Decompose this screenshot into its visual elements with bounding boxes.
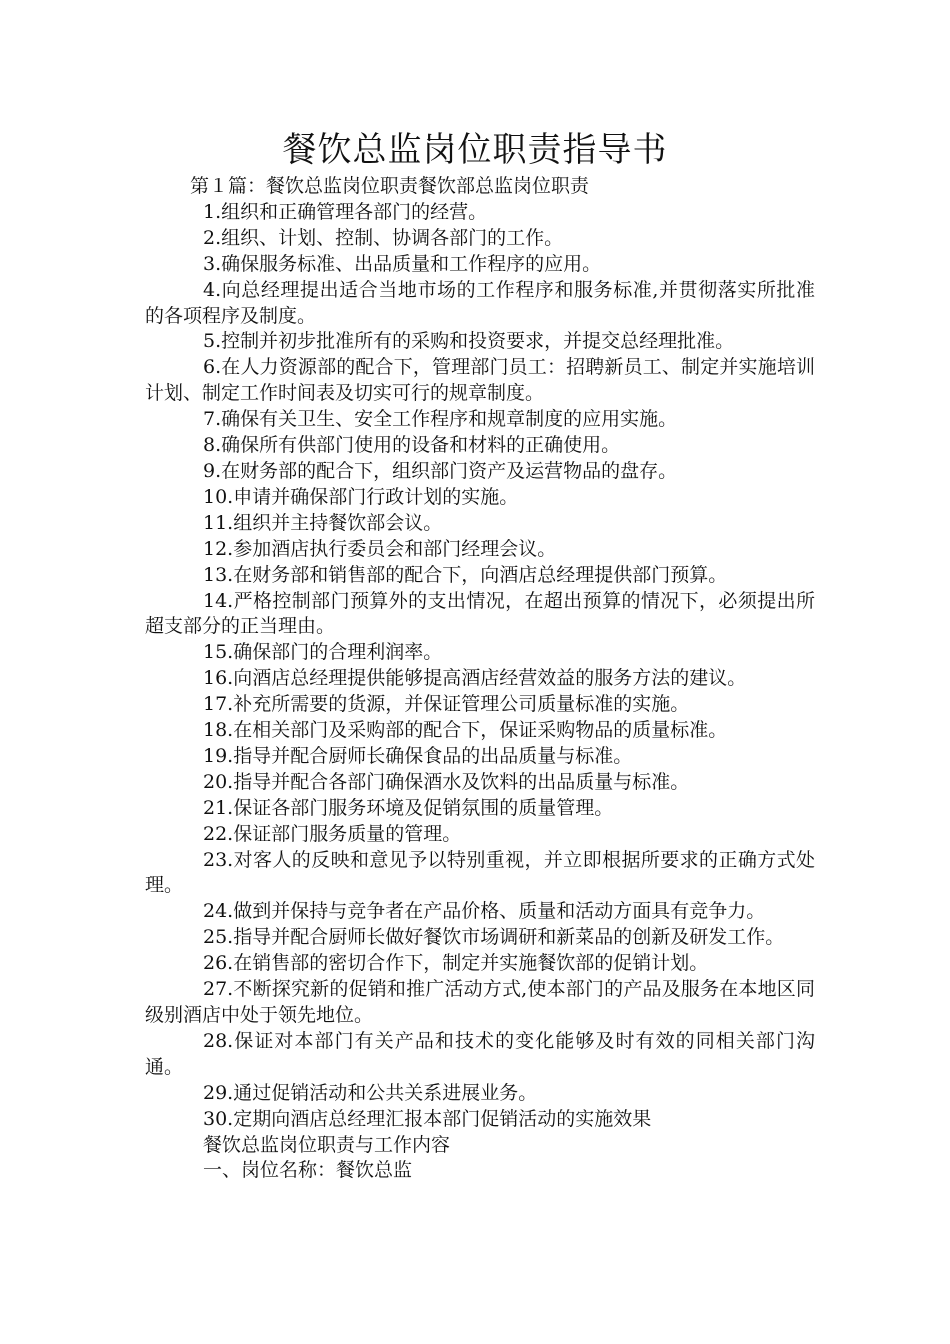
- list-item: 14.严格控制部门预算外的支出情况，在超出预算的情况下，必须提出所超支部分的正当理由。: [145, 589, 815, 638]
- list-item: 20.指导并配合各部门确保酒水及饮料的出品质量与标准。: [203, 770, 690, 793]
- list-item: 27.不断探究新的促销和推广活动方式,使本部门的产品及服务在本地区同级别酒店中处于领先地位。: [145, 978, 815, 1026]
- list-item: 7.确保有关卫生、安全工作程序和规章制度的应用实施。: [203, 408, 678, 431]
- list-item: 6.在人力资源部的配合下，管理部门员工：招聘新员工、制定并实施培训计划、制定工作时间表及切实可行的规章制度。: [145, 356, 815, 405]
- list-item: 9.在财务部的配合下，组织部门资产及运营物品的盘存。: [203, 459, 678, 482]
- list-item: 4.向总经理提出适合当地市场的工作程序和服务标准,并贯彻落实所批准的各项程序及制度。: [145, 278, 815, 327]
- list-item: 26.在销售部的密切合作下，制定并实施餐饮部的促销计划。: [203, 952, 709, 975]
- document-title: 餐饮总监岗位职责指导书: [282, 130, 668, 170]
- document-body: [145, 174, 815, 1184]
- list-item: 17.补充所需要的货源，并保证管理公司质量标准的实施。: [203, 693, 690, 716]
- list-item: 28.保证对本部门有关产品和技术的变化能够及时有效的同相关部门沟通。: [145, 1029, 815, 1078]
- list-item: 15.确保部门的合理利润率。: [203, 641, 443, 664]
- list-item: 5.控制并初步批准所有的采购和投资要求，并提交总经理批准。: [203, 330, 735, 353]
- list-item: 16.向酒店总经理提供能够提高酒店经营效益的服务方法的建议。: [203, 667, 747, 690]
- list-item: 21.保证各部门服务环境及促销氛围的质量管理。: [203, 796, 614, 819]
- list-item: 11.组织并主持餐饮部会议。: [203, 511, 443, 534]
- section-heading: 餐饮总监岗位职责与工作内容: [203, 1133, 451, 1156]
- list-item: 1.组织和正确管理各部门的经营。: [203, 200, 488, 223]
- list-item: 22.保证部门服务质量的管理。: [203, 822, 462, 845]
- section-heading: 一、岗位名称：餐饮总监: [203, 1159, 413, 1182]
- list-item: 18.在相关部门及采购部的配合下，保证采购物品的质量标准。: [203, 719, 728, 742]
- list-item: 19.指导并配合厨师长确保食品的出品质量与标准。: [203, 744, 633, 767]
- list-item: 24.做到并保持与竞争者在产品价格、质量和活动方面具有竞争力。: [203, 900, 766, 923]
- list-item: 25.指导并配合厨师长做好餐饮市场调研和新菜品的创新及研发工作。: [203, 926, 785, 949]
- list-item: 30.定期向酒店总经理汇报本部门促销活动的实施效果: [203, 1107, 652, 1130]
- list-item: 23.对客人的反映和意见予以特别重视，并立即根据所要求的正确方式处理。: [145, 848, 815, 897]
- list-item: 12.参加酒店执行委员会和部门经理会议。: [203, 537, 557, 560]
- list-item: 8.确保所有供部门使用的设备和材料的正确使用。: [203, 434, 621, 457]
- list-item: 2.组织、计划、控制、协调各部门的工作。: [203, 226, 564, 249]
- list-item: 3.确保服务标准、出品质量和工作程序的应用。: [203, 252, 602, 275]
- list-item: 10.申请并确保部门行政计划的实施。: [203, 485, 519, 508]
- list-item: 13.在财务部和销售部的配合下，向酒店总经理提供部门预算。: [203, 563, 728, 586]
- section-heading: 第１篇：餐饮总监岗位职责餐饮部总监岗位职责: [190, 175, 590, 197]
- list-item: 29.通过促销活动和公共关系进展业务。: [203, 1081, 538, 1104]
